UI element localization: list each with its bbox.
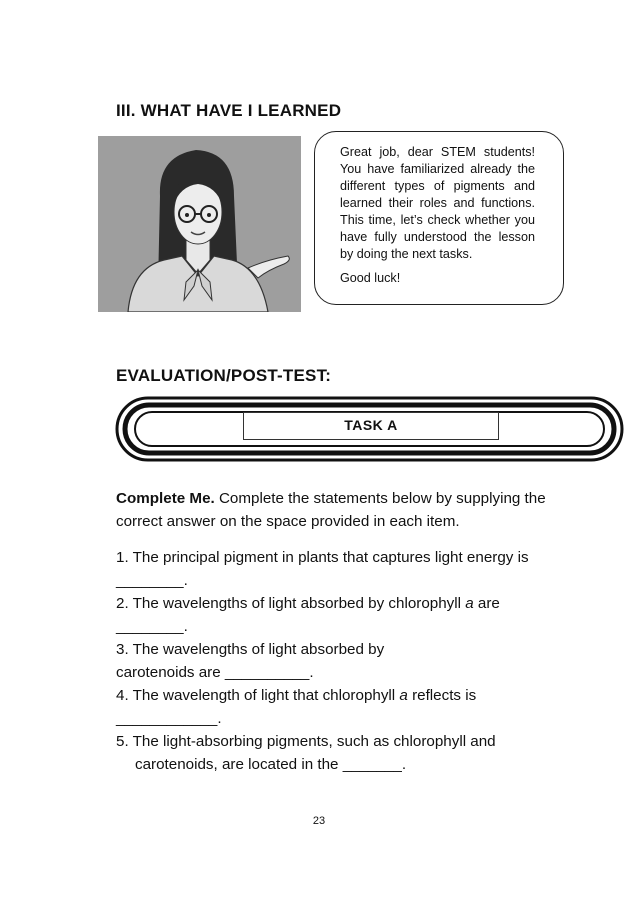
- speech-bubble-message: Great job, dear STEM students! You have familiarized already the different types of pigments and learned their roles and functions. This time, let’s check whether you have fully understood the lesson by doing the next tasks.: [340, 145, 535, 261]
- question-item-5: [116, 730, 568, 776]
- question-list: [116, 546, 568, 776]
- teacher-illustration: [98, 136, 301, 312]
- question-5-line1: 5. The light-absorbing pigments, such as chlorophyll and: [116, 733, 496, 750]
- question-2-line1-post: are: [473, 595, 500, 612]
- question-2-line1-pre: 2. The wavelengths of light absorbed by chlorophyll: [116, 595, 466, 612]
- speech-bubble: [314, 131, 564, 305]
- question-5-line2: carotenoids, are located in the _______.: [135, 756, 407, 773]
- evaluation-heading: EVALUATION/POST-TEST:: [116, 366, 332, 385]
- instructions-text: Complete the statements below by supplying the correct answer on the space provided in each item.: [116, 490, 546, 530]
- task-label: TASK A: [243, 412, 499, 440]
- question-1-blank: ________.: [116, 572, 188, 589]
- question-4-blank: ____________.: [116, 710, 222, 727]
- question-3-line1: 3. The wavelengths of light absorbed by: [116, 641, 385, 658]
- instructions: [116, 487, 566, 533]
- question-item-4: [116, 684, 568, 730]
- question-1-line1: 1. The principal pigment in plants that captures light energy is: [116, 549, 529, 566]
- question-4-italic: a: [399, 687, 408, 704]
- instructions-lead: Complete Me.: [116, 490, 215, 507]
- speech-bubble-closing: Good luck!: [340, 271, 401, 285]
- question-item-2: [116, 592, 568, 638]
- question-2-blank: ________.: [116, 618, 188, 635]
- question-4-line1-post: reflects is: [407, 687, 477, 704]
- question-3-line2: carotenoids are __________.: [116, 664, 314, 681]
- question-4-line1-pre: 4. The wavelength of light that chlorophyll: [116, 687, 400, 704]
- page-number: 23: [312, 815, 326, 827]
- question-item-3: [116, 638, 568, 684]
- question-2-italic: a: [465, 595, 474, 612]
- section-heading: III. WHAT HAVE I LEARNED: [116, 101, 342, 120]
- question-item-1: [116, 546, 568, 592]
